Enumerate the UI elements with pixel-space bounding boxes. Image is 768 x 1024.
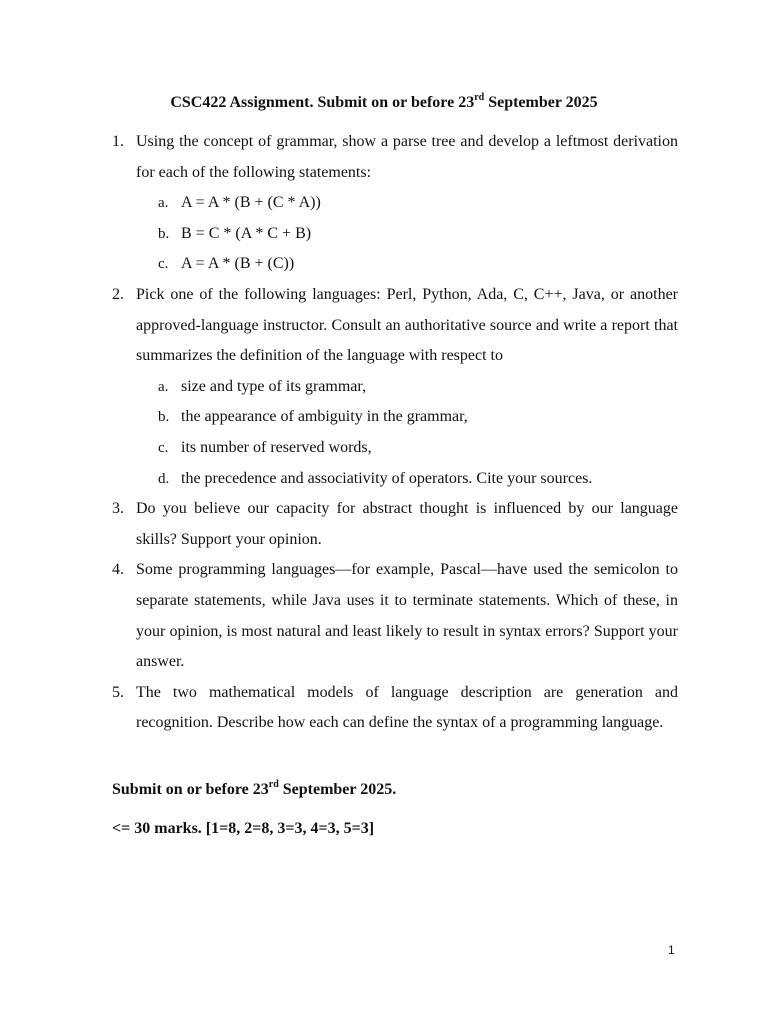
sub-item-list (136, 188, 678, 280)
sub-item-letter: c. (158, 439, 169, 456)
question-list (112, 127, 678, 739)
question-number: 3. (112, 500, 124, 518)
question-5 (112, 678, 678, 739)
question-2 (112, 280, 678, 494)
title-prefix: CSC422 Assignment. Submit on or before 23 (170, 94, 475, 111)
sub-item-text: A = A * (B + (C)) (181, 255, 295, 273)
question-1 (112, 127, 678, 280)
question-3 (112, 494, 678, 555)
question-number: 1. (112, 133, 124, 150)
sub-item-text: the appearance of ambiguity in the grammar, (181, 408, 468, 426)
question-number: 2. (112, 285, 124, 303)
question-text: The two mathematical models of language description are generation and recognition. Describe how each can define the syntax of a programming language. (136, 683, 678, 732)
sub-item-letter: c. (158, 256, 169, 273)
marks-breakdown: <= 30 marks. [1=8, 2=8, 3=3, 4=3, 5=3] (112, 820, 375, 837)
sub-item (136, 464, 678, 495)
submit-prefix: Submit on or before 23 (112, 781, 269, 798)
sub-item-text: A = A * (B + (C * A)) (181, 194, 321, 212)
question-number: 5. (112, 683, 124, 701)
submit-superscript: rd (268, 778, 279, 790)
sub-item-letter: d. (158, 470, 170, 487)
sub-item (136, 372, 678, 403)
question-text: Using the concept of grammar, show a parse tree and develop a leftmost derivation for each of the following statements: (136, 133, 678, 181)
title-suffix: September 2025 (484, 94, 598, 111)
submission-deadline-note (112, 779, 396, 801)
assignment-title (0, 92, 768, 114)
question-number: 4. (112, 561, 124, 579)
question-text: Pick one of the following languages: Perl, Python, Ada, C, C++, Java, or another approved-language instructor. Consult an authoritative source and write a report that summarizes the definition of the language with respect to (136, 285, 678, 365)
sub-item (136, 433, 678, 464)
sub-item-letter: b. (158, 409, 170, 426)
sub-item (136, 188, 678, 219)
sub-item-text: its number of reserved words, (181, 438, 372, 456)
title-superscript: rd (474, 91, 485, 103)
sub-item (136, 249, 678, 280)
sub-item-letter: a. (158, 195, 169, 212)
question-text: Some programming languages—for example, Pascal—have used the semicolon to separate statements, while Java uses it to terminate statements. Which of these, in your opinion, is most natural and least likely to result in syntax errors? Support your answer. (136, 561, 678, 671)
sub-item-letter: b. (158, 225, 170, 242)
question-4 (112, 555, 678, 677)
submit-suffix: September 2025. (278, 781, 397, 798)
sub-item (136, 402, 678, 433)
question-text: Do you believe our capacity for abstract thought is influenced by our language skills? Support your opinion. (136, 500, 678, 548)
page-number: 1 (668, 943, 675, 957)
sub-item (136, 219, 678, 250)
sub-item-letter: a. (158, 378, 169, 395)
sub-item-text: B = C * (A * C + B) (181, 224, 312, 242)
sub-item-text: size and type of its grammar, (181, 377, 367, 395)
sub-item-text: the precedence and associativity of operators. Cite your sources. (181, 469, 593, 487)
sub-item-list (136, 372, 678, 494)
